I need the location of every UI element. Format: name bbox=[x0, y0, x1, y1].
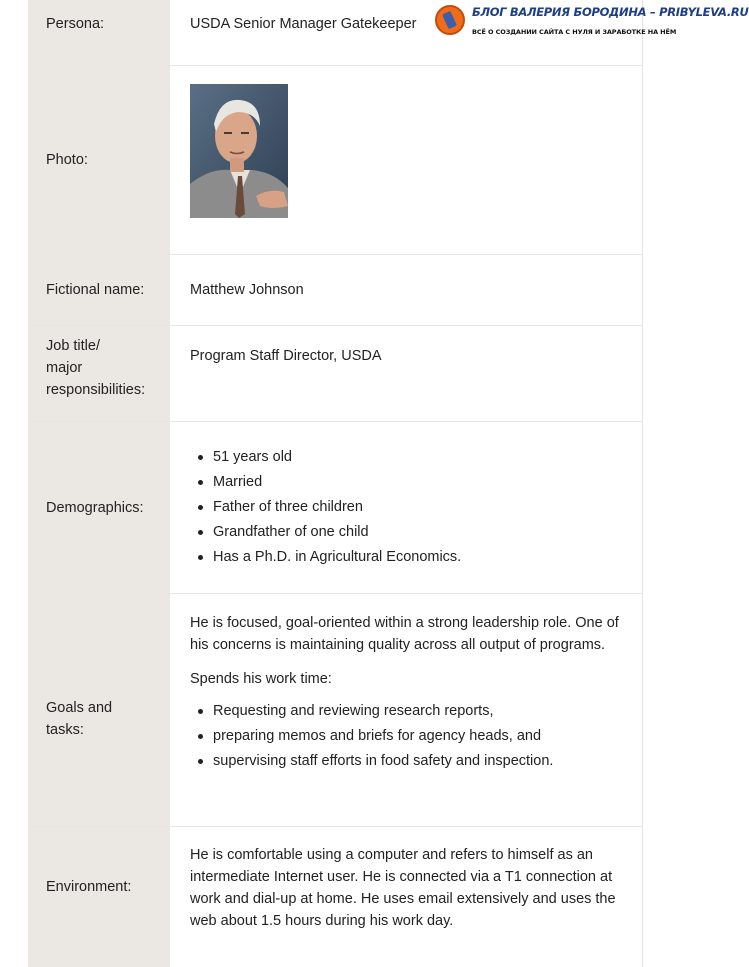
persona-label-text: Persona: bbox=[46, 16, 105, 32]
job-label-line-1: Job title/ bbox=[46, 338, 100, 354]
persona-photo bbox=[190, 84, 288, 218]
row-photo bbox=[28, 66, 642, 255]
goals-paragraph: He is focused, goal-oriented within a strong leadership role. One of his concerns is maintaining quality across all output of programs. bbox=[190, 615, 619, 653]
row-persona bbox=[28, 0, 642, 66]
name-label-text: Fictional name: bbox=[46, 282, 145, 298]
row-goals bbox=[28, 594, 642, 827]
environment-value bbox=[170, 827, 642, 967]
photo-label-text: Photo: bbox=[46, 152, 88, 168]
list-item: preparing memos and briefs for agency heads, and bbox=[213, 724, 553, 749]
name-value bbox=[170, 255, 642, 325]
job-label bbox=[28, 326, 170, 421]
job-label-line-2: major bbox=[46, 360, 83, 376]
watermark-subtitle: ВСЁ О СОЗДАНИИ САЙТА С НУЛЯ И ЗАРАБОТКЕ НА НЁМ bbox=[472, 28, 677, 36]
demographics-label-text: Demographics: bbox=[46, 499, 144, 516]
photo-label bbox=[28, 66, 170, 254]
environment-paragraph: He is comfortable using a computer and refers to himself as an intermediate Internet user. He is connected via a T1 connection at work and dial-up at home. He uses email extensively and uses the web about 1.5 hours during his work day. bbox=[190, 847, 616, 929]
list-item: Has a Ph.D. in Agricultural Economics. bbox=[213, 545, 461, 570]
job-label-line-3: responsibilities: bbox=[46, 382, 146, 398]
persona-value-text: USDA Senior Manager Gatekeeper bbox=[190, 16, 417, 32]
persona-label bbox=[28, 0, 170, 65]
demographics-label bbox=[28, 422, 170, 593]
row-demographics bbox=[28, 422, 642, 594]
list-item: Requesting and reviewing research reports, bbox=[213, 699, 553, 724]
demographics-value bbox=[170, 422, 642, 593]
persona-value bbox=[170, 0, 642, 65]
goals-list bbox=[190, 699, 553, 774]
goals-value bbox=[170, 594, 642, 826]
list-item: supervising staff efforts in food safety and inspection. bbox=[213, 749, 553, 774]
list-item: Father of three children bbox=[213, 495, 461, 520]
name-label bbox=[28, 255, 170, 325]
watermark-title: БЛОГ ВАЛЕРИЯ БОРОДИНА – PRIBYLEVA.RU bbox=[472, 5, 749, 19]
goals-label bbox=[28, 594, 170, 826]
job-value bbox=[170, 326, 642, 421]
goals-label-line-1: Goals and bbox=[46, 700, 113, 716]
persona-table bbox=[28, 0, 643, 967]
name-value-text: Matthew Johnson bbox=[190, 282, 304, 298]
goals-intro: Spends his work time: bbox=[190, 671, 332, 687]
environment-label-text: Environment: bbox=[46, 879, 132, 895]
row-job bbox=[28, 326, 642, 422]
photo-cell bbox=[170, 66, 642, 254]
demographics-list bbox=[190, 445, 461, 570]
list-item: Married bbox=[213, 470, 461, 495]
list-item: 51 years old bbox=[213, 445, 461, 470]
goals-label-line-2: tasks: bbox=[46, 722, 84, 738]
row-environment bbox=[28, 827, 642, 967]
environment-label bbox=[28, 827, 170, 967]
list-item: Grandfather of one child bbox=[213, 520, 461, 545]
job-value-text: Program Staff Director, USDA bbox=[190, 348, 382, 364]
row-name bbox=[28, 255, 642, 326]
